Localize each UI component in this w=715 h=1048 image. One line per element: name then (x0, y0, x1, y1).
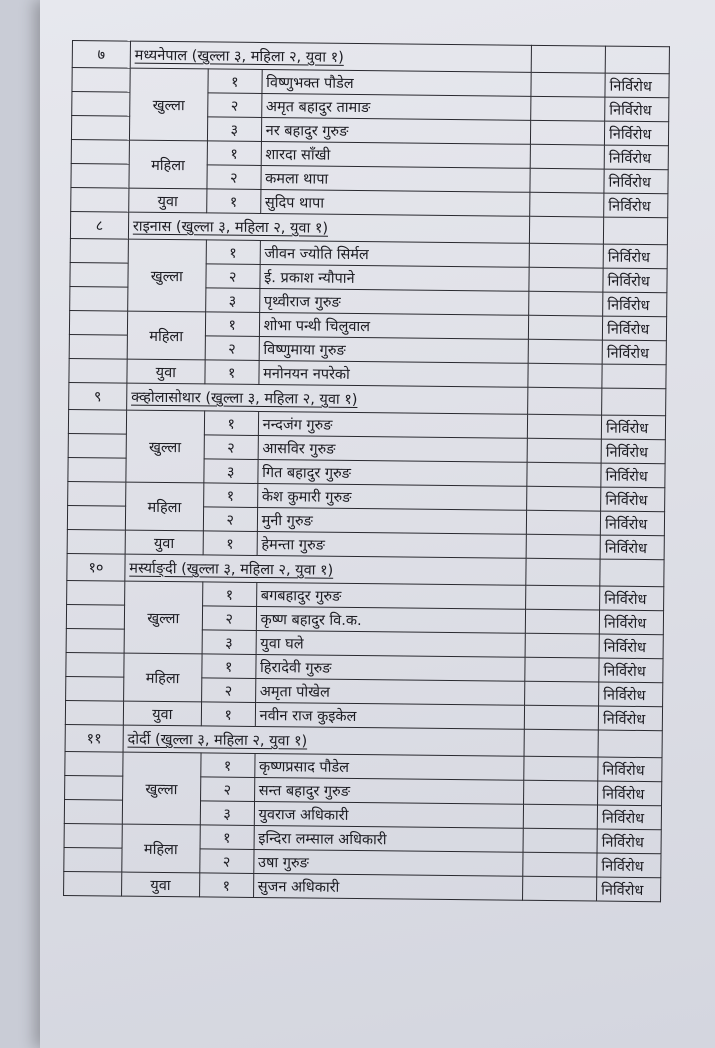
candidate-name: कृष्णप्रसाद पौडेल (254, 753, 524, 780)
empty-cell (71, 187, 129, 212)
serial-number: २ (207, 165, 261, 190)
ward-number: ८ (70, 211, 128, 239)
results-body (64, 41, 670, 902)
empty-cell (65, 751, 123, 776)
empty-cell (527, 486, 601, 511)
candidate-row (66, 652, 663, 682)
candidate-name: नर बहादुर गुरुङ (261, 117, 531, 144)
ward-title: क्व्होलासोथार (खुल्ला ३, महिला २, युवा १) (127, 383, 529, 414)
candidate-name: हेमन्ता गुरुङ (257, 531, 527, 558)
category-cell: युवा (127, 359, 205, 384)
serial-number: २ (200, 777, 254, 802)
candidate-row (70, 238, 667, 268)
empty-cell (527, 438, 601, 463)
empty-cell (531, 96, 605, 121)
empty-cell (66, 604, 124, 629)
serial-number: १ (206, 240, 260, 265)
status-label: निर्विरोध (602, 316, 666, 341)
empty-cell (605, 46, 669, 74)
category-cell: महिला (127, 311, 205, 360)
serial-number: २ (202, 606, 256, 631)
candidate-name: युवा घले (256, 630, 526, 657)
empty-cell (64, 823, 122, 848)
candidate-name: युवराज अधिकारी (254, 801, 524, 828)
serial-number: १ (206, 189, 260, 214)
status-label: निर्विरोध (599, 658, 663, 683)
candidate-name: शारदा साँखी (261, 141, 531, 168)
category-cell: महिला (122, 824, 200, 873)
empty-cell (527, 510, 601, 535)
category-cell: खुल्ला (129, 68, 208, 141)
category-cell: महिला (125, 482, 203, 531)
category-cell: महिला (123, 653, 201, 702)
serial-number: ३ (202, 630, 256, 655)
empty-cell (526, 609, 600, 634)
category-cell: युवा (123, 701, 201, 726)
status-label: निर्विरोध (601, 487, 665, 512)
serial-number: १ (199, 873, 253, 898)
candidate-name: हिरादेवी गुरुङ (255, 654, 525, 681)
category-cell: महिला (129, 140, 207, 189)
ward-title: मध्यनेपाल (खुल्ला ३, महिला २, युवा १) (130, 41, 532, 72)
empty-cell (530, 168, 604, 193)
category-cell: युवा (125, 530, 203, 555)
empty-cell (525, 681, 599, 706)
empty-cell (598, 730, 662, 758)
empty-cell (531, 120, 605, 145)
empty-cell (70, 262, 128, 287)
empty-cell (70, 286, 128, 311)
serial-number: २ (206, 264, 260, 289)
candidate-name: नवीन राज कुइकेल (255, 702, 525, 729)
empty-cell (64, 799, 122, 824)
status-label: निर्विरोध (603, 244, 667, 269)
candidate-name: अमृता पोखेल (255, 678, 525, 705)
empty-cell (528, 363, 602, 388)
candidate-row (65, 751, 662, 781)
empty-cell (71, 163, 129, 188)
empty-cell (68, 481, 126, 506)
ward-title: मर्स्याङ्दी (खुल्ला ३, महिला २, युवा १) (125, 554, 527, 585)
ward-title: दोर्दी (खुल्ला ३, महिला २, युवा १) (123, 725, 525, 756)
empty-cell (64, 871, 122, 896)
status-label: निर्विरोध (598, 757, 662, 782)
serial-number: १ (201, 702, 255, 727)
candidate-name: जीवन ज्योति सिर्मल (260, 240, 530, 267)
candidate-name: उषा गुरुङ (253, 849, 523, 876)
empty-cell (71, 139, 129, 164)
candidate-name: इन्दिरा लम्साल अधिकारी (254, 825, 524, 852)
empty-cell (72, 68, 130, 93)
empty-cell (531, 45, 605, 73)
status-label: निर्विरोध (600, 586, 664, 611)
candidate-name: सुजन अधिकारी (253, 873, 523, 900)
serial-number: १ (203, 531, 257, 556)
empty-cell (526, 585, 600, 610)
ward-number: ७ (72, 41, 130, 69)
empty-cell (65, 775, 123, 800)
empty-cell (529, 267, 603, 292)
category-cell: युवा (121, 872, 199, 897)
candidate-name: मनोनयन नपरेको (259, 360, 529, 387)
status-label: निर्विरोध (601, 439, 665, 464)
serial-number: २ (207, 93, 261, 118)
serial-number: १ (207, 141, 261, 166)
status-label: निर्विरोध (601, 415, 665, 440)
serial-number: ३ (205, 288, 259, 313)
candidate-name: नन्दजंग गुरुङ (258, 411, 528, 438)
ward-number: ९ (69, 382, 127, 410)
empty-cell (528, 414, 602, 439)
serial-number: २ (201, 678, 255, 703)
serial-number: २ (200, 849, 254, 874)
empty-cell (67, 529, 125, 554)
status-label: निर्विरोध (599, 610, 663, 635)
status-label: निर्विरोध (597, 877, 661, 902)
status-label: निर्विरोध (597, 829, 661, 854)
candidate-name: गित बहादुर गुरुङ (258, 459, 528, 486)
serial-number: १ (203, 483, 257, 508)
candidate-row (64, 823, 661, 853)
candidate-row (71, 139, 668, 169)
empty-cell (529, 315, 603, 340)
candidate-name: विष्णुमाया गुरुङ (259, 336, 529, 363)
candidate-row (68, 409, 665, 439)
empty-cell (531, 72, 605, 97)
empty-cell (67, 505, 125, 530)
empty-cell (523, 852, 597, 877)
empty-cell (530, 192, 604, 217)
serial-number: ३ (200, 801, 254, 826)
empty-cell (68, 457, 126, 482)
candidate-name: केश कुमारी गुरुङ (257, 483, 527, 510)
candidate-name: कृष्ण बहादुर वि.क. (256, 606, 526, 633)
empty-cell (523, 828, 597, 853)
serial-number: १ (202, 654, 256, 679)
empty-cell (529, 291, 603, 316)
candidate-name: विष्णुभक्त पौडेल (262, 69, 532, 96)
empty-cell (523, 876, 597, 901)
empty-cell (68, 433, 126, 458)
status-label: निर्विरोध (597, 805, 661, 830)
status-label: निर्विरोध (598, 781, 662, 806)
candidate-name: सुदिप थापा (260, 189, 530, 216)
empty-cell (67, 580, 125, 605)
empty-cell (68, 409, 126, 434)
status-label: निर्विरोध (604, 145, 668, 170)
empty-cell (72, 92, 130, 117)
status-label (602, 364, 666, 389)
empty-cell (603, 217, 667, 245)
empty-cell (525, 633, 599, 658)
empty-cell (524, 729, 598, 757)
empty-cell (525, 705, 599, 730)
candidate-name: मुनी गुरुङ (257, 507, 527, 534)
empty-cell (529, 243, 603, 268)
serial-number: २ (205, 336, 259, 361)
empty-cell (525, 657, 599, 682)
serial-number: ३ (207, 117, 261, 142)
empty-cell (602, 388, 666, 416)
ward-number: ११ (65, 724, 123, 752)
serial-number: १ (200, 825, 254, 850)
status-label: निर्विरोध (598, 706, 662, 731)
empty-cell (65, 700, 123, 725)
empty-cell (528, 339, 602, 364)
category-cell: युवा (129, 188, 207, 213)
ward-title: राइनास (खुल्ला ३, महिला २, युवा १) (128, 212, 530, 243)
status-label: निर्विरोध (604, 193, 668, 218)
empty-cell (524, 780, 598, 805)
candidate-name: सन्त बहादुर गुरुङ (254, 777, 524, 804)
status-label: निर्विरोध (605, 97, 669, 122)
serial-number: १ (202, 582, 256, 607)
candidate-name: कमला थापा (261, 165, 531, 192)
status-label: निर्विरोध (605, 73, 669, 98)
category-cell: खुल्ला (126, 410, 205, 483)
candidate-name: शोभा पन्थी चिलुवाल (259, 312, 529, 339)
status-label: निर्विरोध (603, 292, 667, 317)
status-label: निर्विरोध (597, 853, 661, 878)
status-label: निर्विरोध (603, 268, 667, 293)
empty-cell (66, 628, 124, 653)
candidate-row (72, 68, 669, 98)
category-cell: खुल्ला (124, 581, 203, 654)
category-cell: खुल्ला (128, 239, 207, 312)
candidate-row (68, 481, 665, 511)
empty-cell (70, 238, 128, 263)
empty-cell (71, 116, 129, 141)
serial-number: १ (208, 69, 262, 94)
candidate-row (67, 580, 664, 610)
election-results-table (63, 40, 670, 902)
status-label: निर्विरोध (604, 169, 668, 194)
empty-cell (69, 334, 127, 359)
serial-number: २ (203, 507, 257, 532)
status-label: निर्विरोध (602, 340, 666, 365)
status-label: निर्विरोध (599, 682, 663, 707)
empty-cell (530, 144, 604, 169)
empty-cell (600, 559, 664, 587)
empty-cell (64, 847, 122, 872)
status-label: निर्विरोध (600, 511, 664, 536)
empty-cell (526, 558, 600, 586)
status-label: निर्विरोध (604, 121, 668, 146)
empty-cell (66, 652, 124, 677)
serial-number: ३ (204, 459, 258, 484)
empty-cell (528, 387, 602, 415)
empty-cell (524, 804, 598, 829)
serial-number: १ (205, 312, 259, 337)
status-label: निर्विरोध (600, 535, 664, 560)
category-cell: खुल्ला (122, 752, 201, 825)
empty-cell (69, 310, 127, 335)
candidate-name: अमृत बहादुर तामाङ (261, 93, 531, 120)
empty-cell (526, 534, 600, 559)
status-label: निर्विरोध (601, 463, 665, 488)
candidate-row (69, 310, 666, 340)
empty-cell (69, 358, 127, 383)
candidate-name: पृथ्वीराज गुरुङ (259, 288, 529, 315)
candidate-name: आसविर गुरुङ (258, 435, 528, 462)
serial-number: १ (205, 360, 259, 385)
candidate-name: ई. प्रकाश न्यौपाने (260, 264, 530, 291)
serial-number: २ (204, 435, 258, 460)
empty-cell (530, 216, 604, 244)
empty-cell (66, 676, 124, 701)
empty-cell (527, 462, 601, 487)
empty-cell (524, 756, 598, 781)
candidate-name: बगबहादुर गुरुङ (256, 582, 526, 609)
serial-number: १ (201, 753, 255, 778)
status-label: निर्विरोध (599, 634, 663, 659)
ward-number: १० (67, 553, 125, 581)
serial-number: १ (204, 411, 258, 436)
